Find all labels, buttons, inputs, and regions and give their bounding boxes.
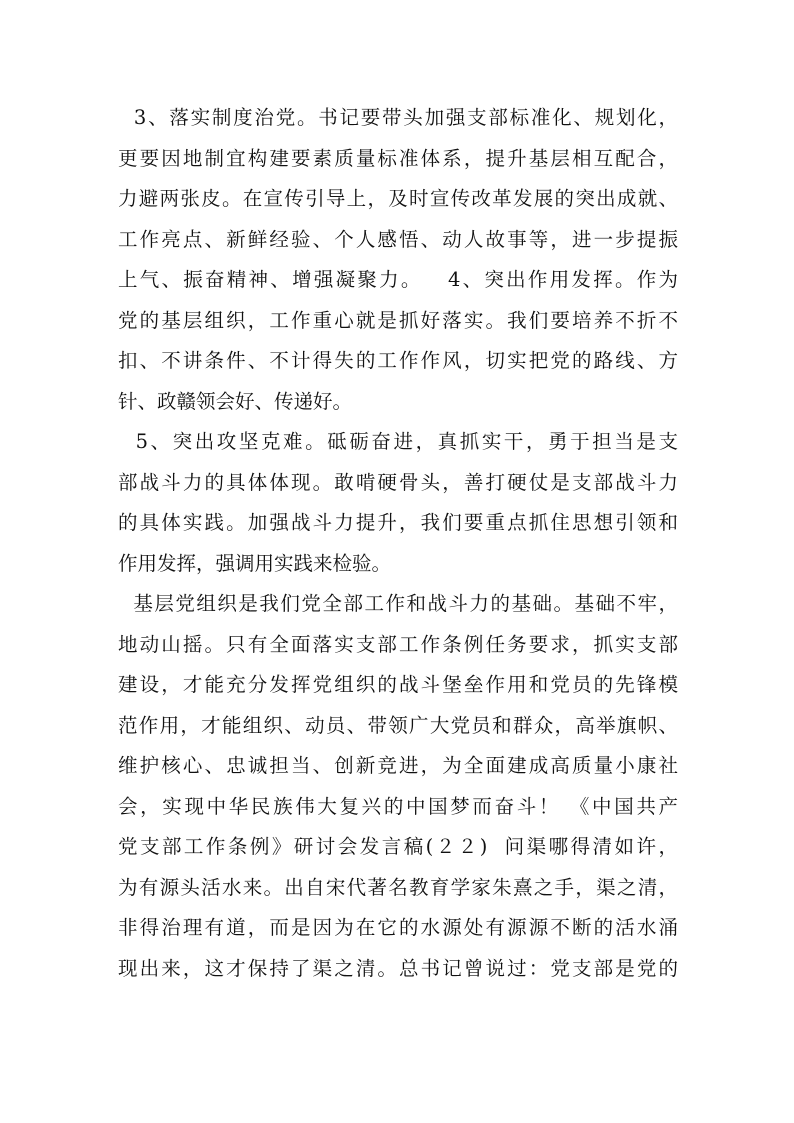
text-line: 部战斗力的具体体现。敢啃硬骨头，善打硬仗是支部战斗力 <box>118 470 678 494</box>
text-line: 维护核心、忠诚担当、创新竞进，为全面建成高质量小康社 <box>118 754 678 777</box>
text-line: 3、落实制度治党。书记要带头加强支部标准化、规划化， <box>118 106 678 129</box>
text-line: 非得治理有道，而是因为在它的水源处有源源不断的活水涌 <box>118 916 678 939</box>
body-text <box>118 98 678 989</box>
text-line: 现出来，这才保持了渠之清。总书记曾说过：党支部是党的 <box>118 956 678 980</box>
text-line: 上气、振奋精神、增强凝聚力。 4、突出作用发挥。作为 <box>118 268 678 291</box>
text-line: 5、突出攻坚克难。砥砺奋进，真抓实干，勇于担当是支 <box>118 430 678 453</box>
text-line: 的具体实践。加强战斗力提升，我们要重点抓住思想引领和 <box>118 511 678 534</box>
text-line: 地动山摇。只有全面落实支部工作条例任务要求，抓实支部 <box>118 632 678 656</box>
text-line: 力避两张皮。在宣传引导上，及时宣传改革发展的突出成就、 <box>118 187 678 210</box>
text-line: 更要因地制宜构建要素质量标准体系，提升基层相互配合， <box>118 146 678 170</box>
text-line: 扣、不讲条件、不计得失的工作作风，切实把党的路线、方 <box>118 349 678 372</box>
text-line: 建设，才能充分发挥党组织的战斗堡垒作用和党员的先锋模 <box>118 673 678 696</box>
text-line: 作用发挥，强调用实践来检验。 <box>118 551 392 575</box>
text-line: 基层党组织是我们党全部工作和战斗力的基础。基础不牢， <box>118 592 678 615</box>
text-line: 会，实现中华民族伟大复兴的中国梦而奋斗！ 《中国共产 <box>118 794 678 818</box>
text-line: 工作亮点、新鲜经验、个人感悟、动人故事等，进一步提振 <box>118 227 678 251</box>
text-line: 为有源头活水来。出自宋代著名教育学家朱熹之手，渠之清， <box>118 875 678 899</box>
text-line: 党支部工作条例》研讨会发言稿(２２) 问渠哪得清如许， <box>118 835 678 858</box>
text-line: 党的基层组织，工作重心就是抓好落实。我们要培养不折不 <box>118 308 678 332</box>
text-line: 针、政赣领会好、传递好。 <box>118 389 353 413</box>
text-line: 范作用，才能组织、动员、带领广大党员和群众，高举旗帜、 <box>118 713 678 737</box>
